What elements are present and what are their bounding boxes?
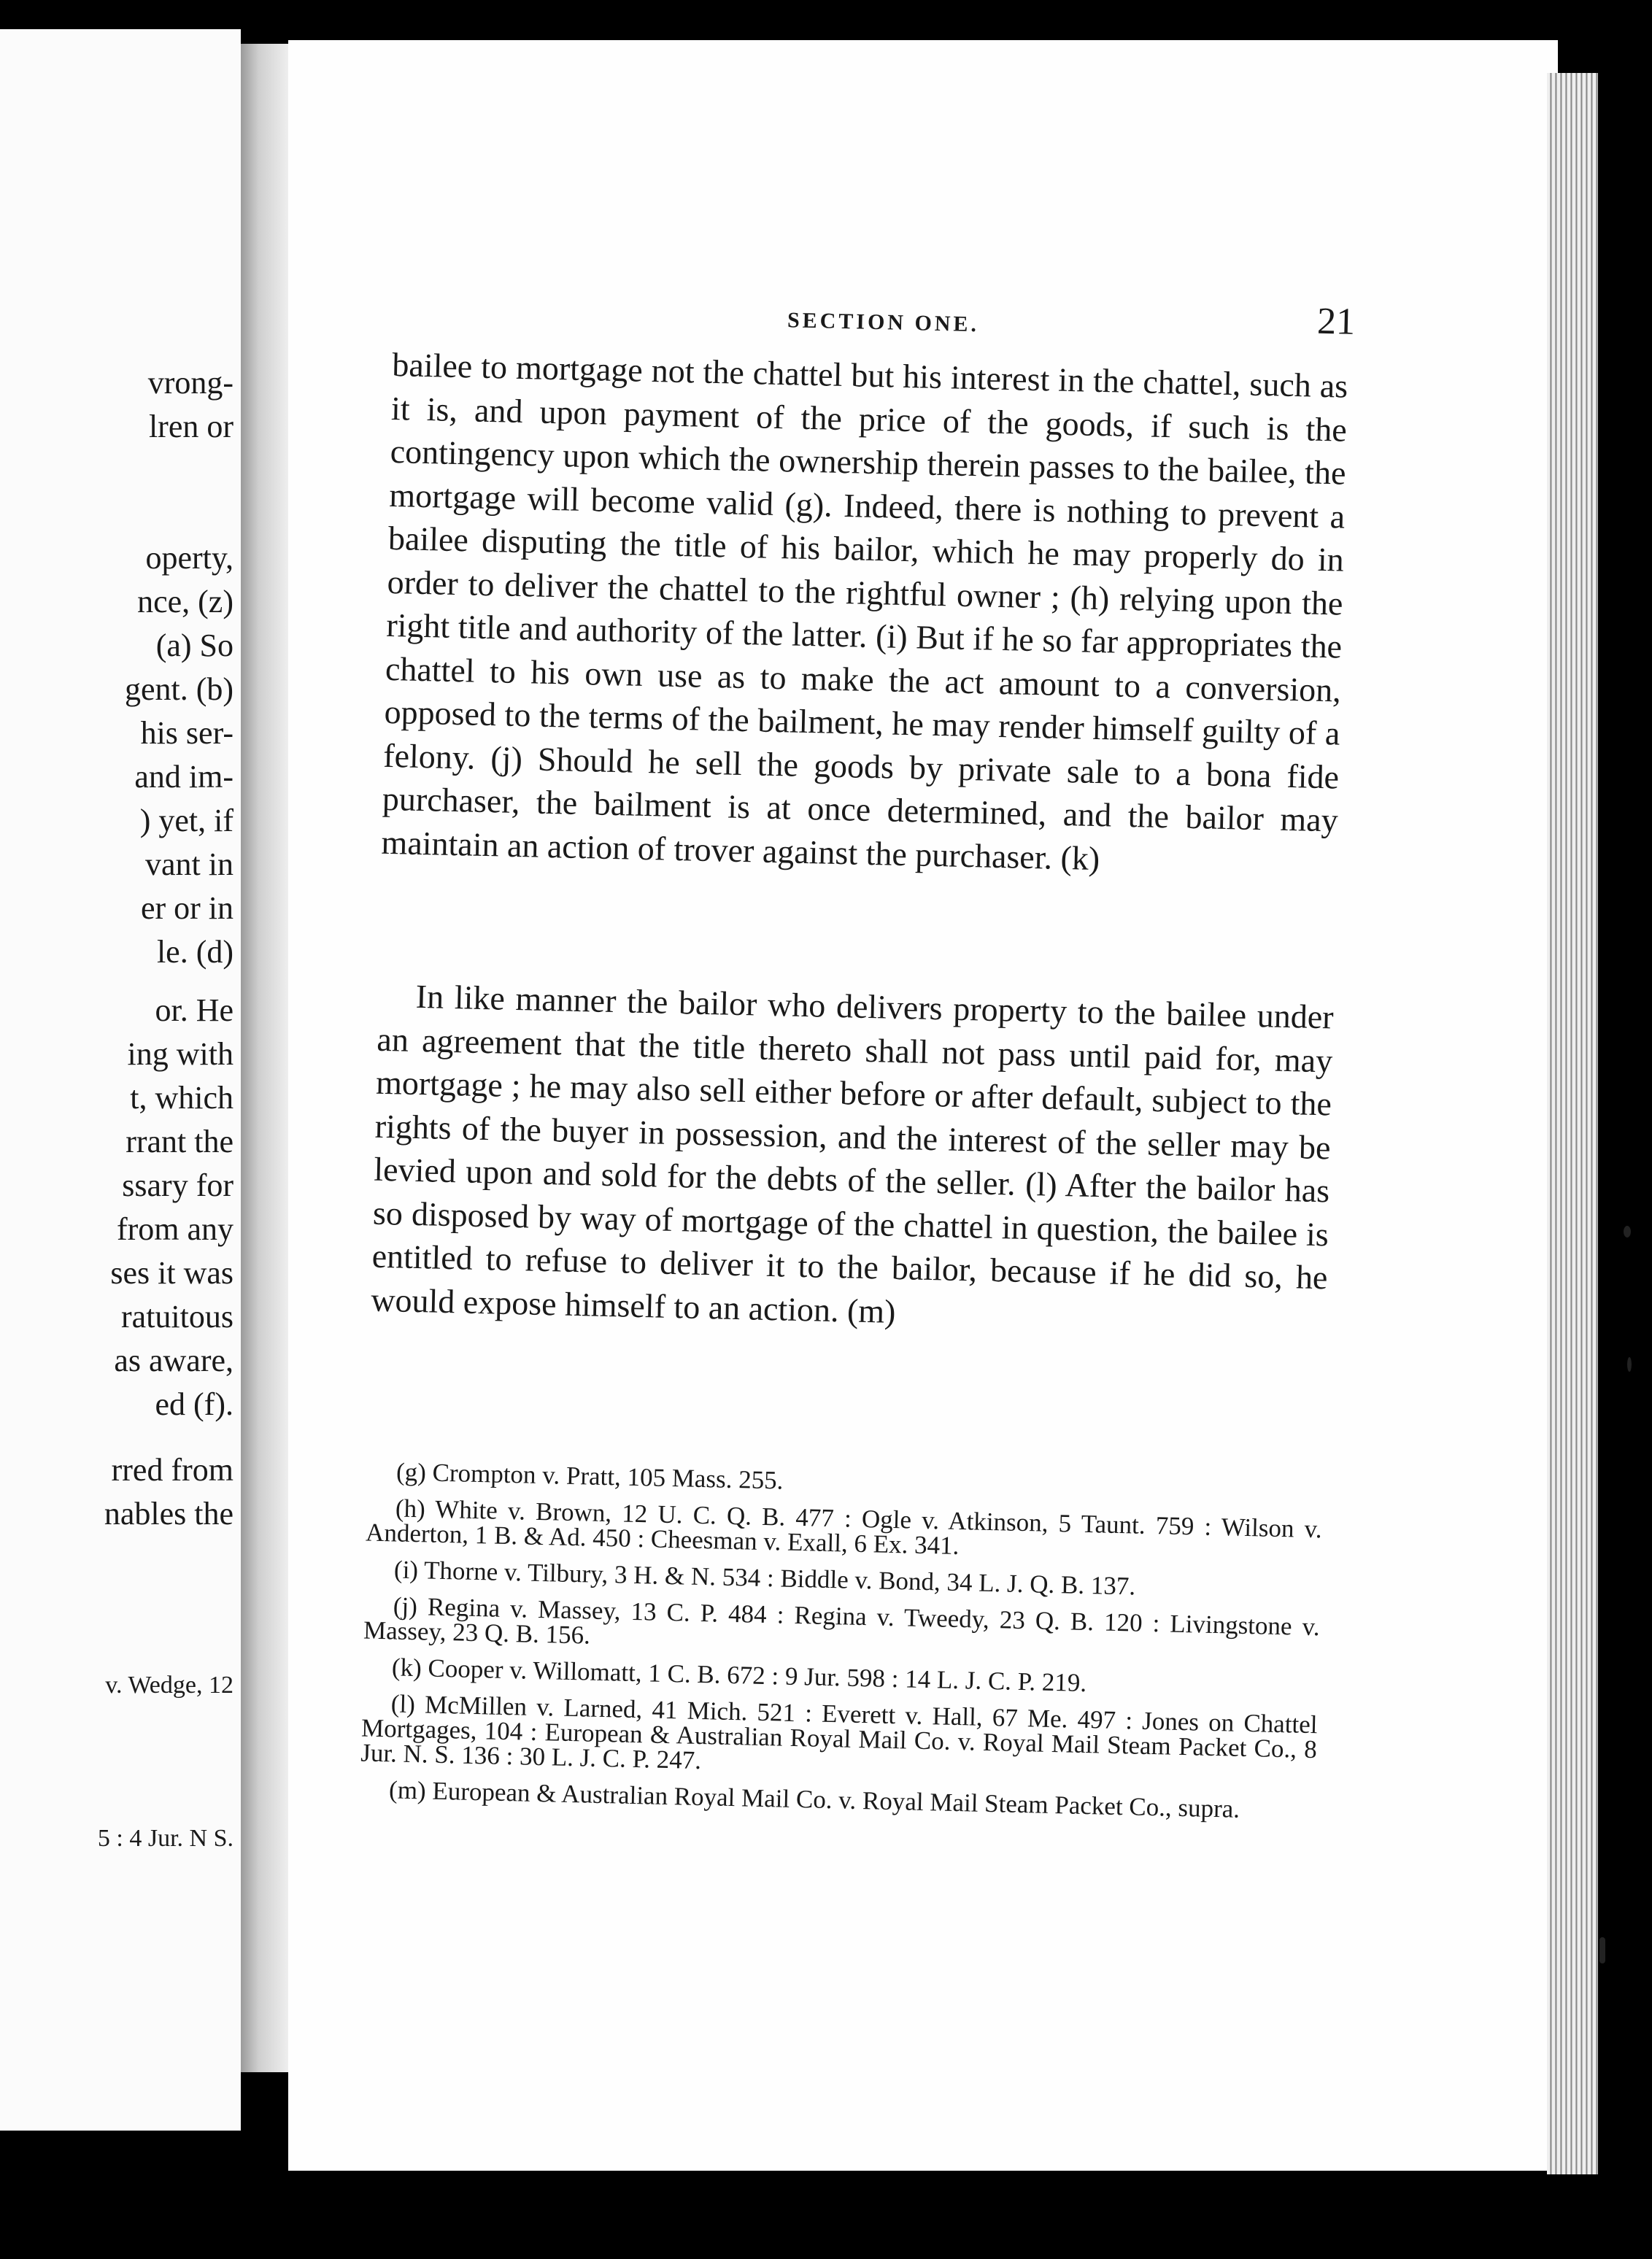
previous-page-line: ratuitous (121, 1299, 233, 1335)
previous-page-line: and im- (134, 759, 233, 795)
previous-page-footnote: 5 : 4 Jur. N S. (97, 1825, 233, 1852)
previous-page-line: nce, (z) (137, 584, 233, 619)
previous-page-text (0, 29, 241, 2131)
previous-page-line: from any (116, 1211, 233, 1247)
previous-page-line: ed (f). (155, 1386, 233, 1422)
previous-page-line: rred from (111, 1452, 233, 1488)
previous-page-line: ses it was (110, 1255, 233, 1291)
footnote: (m) European & Australian Royal Mail Co. v. Royal Mail Steam Packet Co., supra. (388, 1775, 1240, 1823)
footnote: (l) McMillen v. Larned, 41 Mich. 521 : Everett v. Hall, 67 Me. 497 : Jones on Chattel Mortgages, 104 : European & Australian Royal Mail Co. v. Royal Mail Steam Packet Co., 8 Jur. N. S. 136 : 30 L. J. C. P. 247. (360, 1689, 1318, 1775)
previous-page-line: t, which (130, 1080, 233, 1116)
scan-speck (1624, 1226, 1631, 1237)
previous-page-line: vrong- (147, 365, 233, 401)
previous-page-line: ssary for (122, 1167, 233, 1203)
previous-page-line: vant in (145, 846, 233, 882)
footnote: (k) Cooper v. Willomatt, 1 C. B. 672 : 9 Jur. 598 : 14 L. J. C. P. 219. (391, 1653, 1087, 1698)
footnote: (g) Crompton v. Pratt, 105 Mass. 255. (395, 1457, 784, 1495)
previous-page-line: le. (d) (156, 934, 233, 970)
previous-page-line: his ser- (140, 715, 233, 751)
previous-page-line: (a) So (155, 628, 233, 663)
previous-page-line: as aware, (114, 1343, 233, 1378)
previous-page-line: operty, (145, 540, 233, 576)
running-head: SECTION ONE. (787, 308, 980, 337)
footnotes (359, 1459, 1323, 1836)
previous-page-line: gent. (b) (124, 671, 233, 707)
footnote: (j) Regina v. Massey, 13 C. P. 484 : Regina v. Tweedy, 23 Q. B. 120 : Livingstone v. Massey, 23 Q. B. 156. (363, 1591, 1321, 1650)
footnote: (h) White v. Brown, 12 U. C. Q. B. 477 : Ogle v. Atkinson, 5 Taunt. 759 : Wilson v. Anderton, 1 B. & Ad. 450 : Cheesman v. Exall, 6 Ex. 341. (365, 1494, 1323, 1561)
previous-page-line: lren or (148, 409, 233, 444)
previous-page-line: or. He (155, 992, 233, 1028)
body-paragraph: In like manner the bailor who delivers property to the bailee under an agreement that the title thereto shall not pass until paid for, may mortgage ; he may also sell either before or after default, subject to the rights of the buyer in possession, and the interest of the seller may be levied upon and sold for the debts of the seller. (l) After the bailor has so disposed by way of mortgage of the chattel in question, the bailee is entitled to refuse to deliver it to the bailor, because if he did so, he would expose himself to an action. (m) (370, 977, 1335, 1330)
body-paragraph: bailee to mortgage not the chattel but his interest in the chattel, such as it is, and upon payment of the price of the goods, if such is the contingency upon which the ownership therein passes to the bailee, the mortgage will become valid (g). Indeed, there is nothing to prevent a bailee disputing the title of his bailor, which he may properly do in order to deliver the chattel to the rightful owner ; (h) relying upon the right title and authority of the latter. (i) But if he so far appropriates the chattel to his own use as to make the act amount to a conversion, opposed to the terms of the bailment, he may render himself guilty of a felony. (j) Should he sell the goods by private sale to a bona fide purchaser, the bailment is at once determined, and the bailor may maintain an action of trover against the purchaser. (k) (381, 345, 1348, 877)
page-content (355, 285, 1356, 2020)
footnote: (i) Thorne v. Tilbury, 3 H. & N. 534 : Biddle v. Bond, 34 L. J. Q. B. 137. (393, 1555, 1136, 1601)
previous-page-line: nables the (104, 1496, 233, 1532)
page-edges (1547, 73, 1598, 2174)
previous-page-line: ) yet, if (139, 803, 233, 838)
scan-speck (1627, 1357, 1632, 1372)
previous-page (0, 29, 241, 2131)
previous-page-line: er or in (140, 890, 233, 926)
previous-page-line: rrant the (126, 1124, 233, 1159)
previous-page-footnote: v. Wedge, 12 (105, 1672, 233, 1699)
page-number: 21 (1316, 300, 1356, 343)
scan-speck (1599, 1937, 1605, 1963)
book-gutter (241, 44, 292, 2072)
previous-page-line: ing with (127, 1036, 233, 1072)
